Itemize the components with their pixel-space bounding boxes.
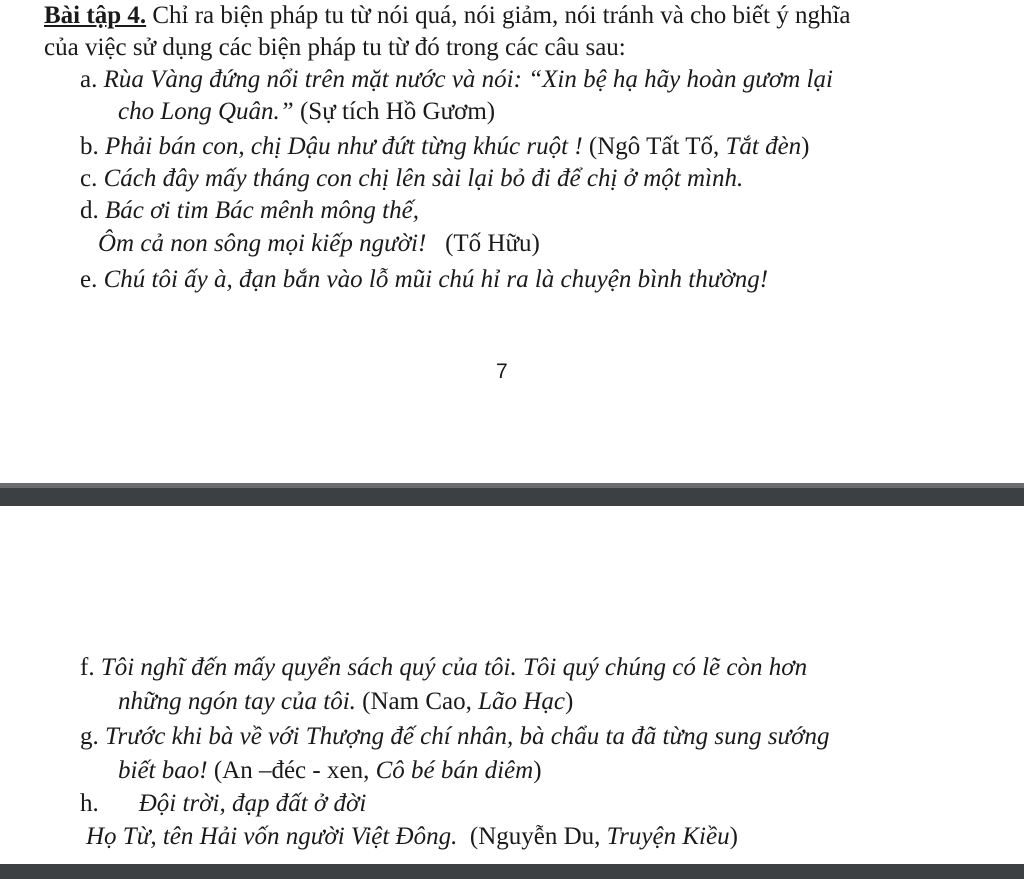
item-h-source-close: )	[729, 823, 738, 850]
item-a-line-1	[80, 64, 833, 96]
item-g-marker: g.	[80, 723, 99, 750]
item-g-quote-1: Trước khi bà về với Thượng đế chí nhân, bà chẩu ta đã từng sung sướng	[105, 723, 830, 750]
item-b-quote: Phải bán con, chị Dậu như đứt từng khúc ruột !	[105, 133, 583, 160]
item-g-line-2	[118, 755, 542, 787]
exercise-instruction-text: Chỉ ra biện pháp tu từ nói quá, nói giảm, nói tránh và cho biết ý nghĩa	[146, 2, 851, 29]
item-a-line-2	[118, 96, 495, 128]
item-d-source: (Tố Hữu)	[426, 230, 540, 257]
item-d-quote-1: Bác ơi tim Bác mênh mông thế,	[105, 197, 419, 224]
item-d-quote-2: Ôm cả non sông mọi kiếp người!	[98, 230, 427, 257]
page-gap-divider-bottom	[0, 864, 1024, 879]
item-g-source-open: (An –đéc - xen,	[207, 757, 376, 784]
item-a-marker: a.	[80, 66, 98, 93]
item-g-source-work: Cô bé bán diêm	[375, 757, 534, 784]
item-f-quote-2: những ngón tay của tôi.	[118, 688, 356, 715]
item-b-source-work: Tắt đèn	[725, 133, 802, 160]
item-b-line	[80, 131, 810, 163]
item-h-line-2	[86, 821, 738, 853]
item-f-marker: f.	[80, 654, 95, 681]
item-f-line-2	[118, 686, 573, 718]
item-b-source-close: )	[801, 133, 810, 160]
item-e-line	[80, 264, 768, 296]
item-a-quote-1: Rùa Vàng đứng nổi trên mặt nước và nói: “Xin bệ hạ hãy hoàn gươm lại	[103, 66, 833, 93]
page-number: 7	[496, 360, 508, 383]
item-f-source-open: (Nam Cao,	[355, 688, 479, 715]
item-e-marker: e.	[80, 266, 98, 293]
item-f-line-1	[80, 652, 807, 684]
item-h-line-1	[80, 788, 366, 820]
page-gap-divider	[0, 483, 1024, 506]
item-h-quote-1: Đội trời, đạp đất ở đời	[138, 790, 367, 817]
item-g-line-1	[80, 721, 830, 753]
item-b-marker: b.	[80, 133, 99, 160]
item-d-line-1	[80, 195, 419, 227]
item-h-marker: h.	[80, 790, 99, 817]
item-a-source: (Sự tích Hồ Gươm)	[293, 98, 496, 125]
item-e-quote: Chú tôi ấy à, đạn bắn vào lỗ mũi chú hỉ ra là chuyện bình thường!	[103, 266, 769, 293]
item-g-source-close: )	[533, 757, 542, 784]
item-b-source-open: (Ngô Tất Tố,	[582, 133, 726, 160]
item-c-line	[80, 163, 743, 195]
item-g-quote-2: biết bao!	[118, 757, 208, 784]
item-f-source-work: Lão Hạc	[478, 688, 565, 715]
item-h-source-open: (Nguyễn Du,	[457, 823, 607, 850]
item-h-source-work: Truyện Kiều	[606, 823, 730, 850]
document-page-bottom	[0, 506, 1024, 864]
item-f-quote-1: Tôi nghĩ đến mấy quyển sách quý của tôi. Tôi quý chúng có lẽ còn hơn	[100, 654, 808, 681]
item-c-quote: Cách đây mấy tháng con chị lên sài lại bỏ đi để chị ở một mình.	[103, 165, 744, 192]
item-d-marker: d.	[80, 197, 99, 224]
exercise-instruction-line-2: của việc sử dụng các biện pháp tu từ đó trong các câu sau:	[44, 34, 626, 61]
exercise-instruction-line-1	[44, 0, 851, 32]
item-f-source-close: )	[564, 688, 574, 715]
item-c-marker: c.	[80, 165, 98, 192]
item-d-line-2	[98, 228, 540, 260]
exercise-heading: Bài tập 4.	[44, 2, 147, 29]
item-h-quote-2: Họ Từ, tên Hải vốn người Việt Đông.	[86, 823, 458, 850]
item-a-quote-2: cho Long Quân.”	[118, 98, 294, 125]
